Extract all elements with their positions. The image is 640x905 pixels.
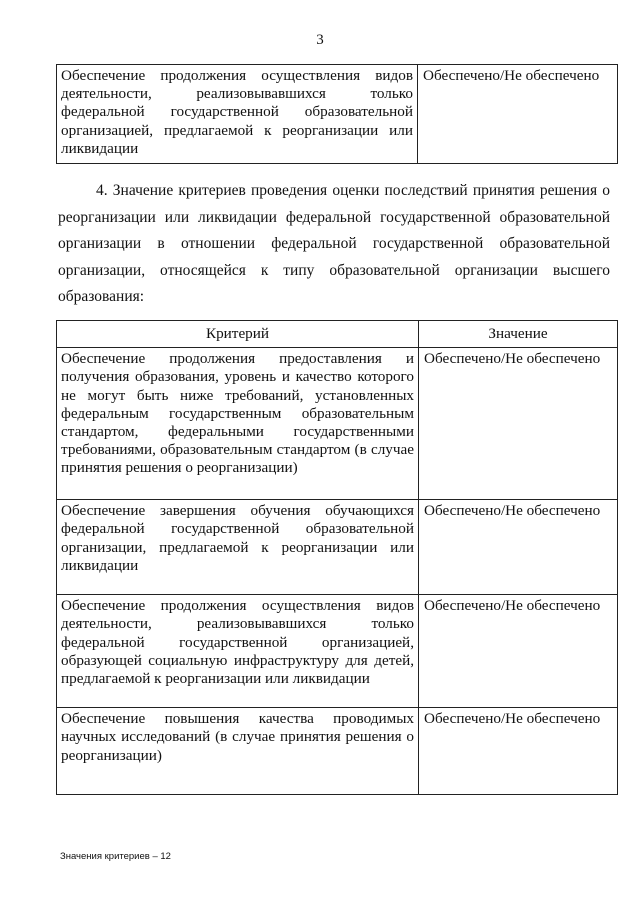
criterion-cell: Обеспечение продолжения предоставления и получения образования, уровень и качество которого не могут быть ниже требований, установленных федеральным государственным образовательным стандартом, федеральными государственными требованиями, образовательным стандартом (в случае принятия решения о реорганизации) [57,348,419,500]
value-column-header: Значение [419,321,618,348]
value-cell: Обеспечено/Не обеспечено [419,500,618,595]
criterion-cell: Обеспечение повышения качества проводимых научных исследований (в случае принятия решения о реорганизации) [57,708,419,795]
section-4-paragraph: 4. Значение критериев проведения оценки последствий принятия решения о реорганизации или ликвидации федеральной государственной образовательной организации в отношении федеральной государственной образовательной организации, относящейся к типу образовательной организации высшего образования: [58,182,610,306]
criterion-column-header: Критерий [57,321,419,348]
continued-criteria-table [56,64,618,164]
value-cell: Обеспечено/Не обеспечено [418,65,618,164]
table-row [57,500,618,595]
value-cell: Обеспечено/Не обеспечено [419,348,618,500]
value-cell: Обеспечено/Не обеспечено [419,708,618,795]
page-number: 3 [316,32,324,48]
table-header-row [57,321,618,348]
table-row [57,708,618,795]
footer-note: Значения критериев – 12 [60,851,171,862]
criterion-cell: Обеспечение продолжения осуществления видов деятельности, реализовывавшихся только федеральной государственной организацией, образующей социальную инфраструктуру для детей, предлагаемой к реорганизации или ликвидации [57,595,419,708]
table-row [57,65,618,164]
table-row [57,595,618,708]
criterion-cell: Обеспечение продолжения осуществления видов деятельности, реализовывавшихся только федеральной государственной образовательной организацией, предлагаемой к реорганизации или ликвидации [57,65,418,164]
criterion-cell: Обеспечение завершения обучения обучающихся федеральной государственной образовательной организации, предлагаемой к реорганизации или ликвидации [57,500,419,595]
higher-education-criteria-table [56,320,618,795]
table-row [57,348,618,500]
value-cell: Обеспечено/Не обеспечено [419,595,618,708]
